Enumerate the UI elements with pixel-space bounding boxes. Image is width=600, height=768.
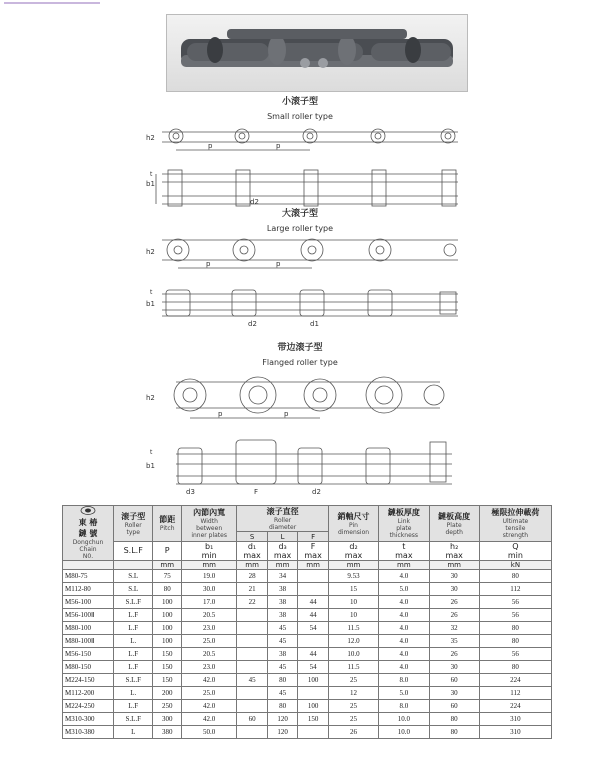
large-d2-label: d2 (248, 320, 257, 328)
cell-d1 (237, 622, 268, 635)
header-inner-width (182, 506, 237, 542)
cell-p: 150 (153, 648, 182, 661)
cell-t: 8.0 (379, 700, 429, 713)
cell-t: 4.0 (379, 635, 429, 648)
cell-q: 112 (479, 583, 551, 596)
cell-no: M310-300 (63, 713, 114, 726)
cell-h2: 30 (429, 583, 479, 596)
cell-d1: 60 (237, 713, 268, 726)
header-pitch (153, 506, 182, 542)
plate-depth-zh: 鏈板高度 (438, 510, 471, 521)
cell-q: 310 (479, 713, 551, 726)
flanged-d3-label: d3 (186, 488, 195, 496)
chain-photo-art (167, 15, 467, 91)
header-f: F (298, 532, 329, 541)
cell-f (298, 687, 329, 700)
small-roller-drawing (0, 120, 600, 210)
top-edge-mark (4, 2, 100, 4)
flanged-pitch-label-2: p (284, 410, 289, 418)
cell-p: 80 (153, 583, 182, 596)
cell-q: 56 (479, 648, 551, 661)
cell-b1: 19.0 (182, 570, 237, 583)
flanged-f-label: F (254, 488, 259, 496)
header-h2-sym (429, 541, 479, 560)
flanged-roller-title-en: Flanged roller type (262, 358, 338, 367)
q-sym: Q (512, 541, 519, 551)
small-roller-title-en: Small roller type (267, 112, 333, 121)
cell-d3: 80 (267, 700, 298, 713)
small-t-label: t (150, 171, 153, 178)
cell-h2: 32 (429, 622, 479, 635)
cell-h2: 30 (429, 687, 479, 700)
unit-empty-2 (114, 561, 153, 570)
cell-q: 56 (479, 596, 551, 609)
cell-type: S.L.F (114, 596, 153, 609)
cell-t: 5.0 (379, 687, 429, 700)
cell-h2: 26 (429, 609, 479, 622)
inner-width-en: Width between inner plates (191, 518, 227, 540)
large-roller-drawing (0, 232, 600, 332)
cell-q: 224 (479, 674, 551, 687)
cell-p: 100 (153, 609, 182, 622)
unit-empty-1 (63, 561, 114, 570)
cell-no: M56-150 (63, 648, 114, 661)
cell-d2: 10.0 (328, 648, 378, 661)
cell-b1: 30.0 (182, 583, 237, 596)
cell-h2: 80 (429, 726, 479, 739)
roller-dia-zh: 滚子直徑 (266, 506, 299, 517)
table-row (63, 687, 552, 700)
dongchun-logo-icon (80, 506, 96, 515)
cell-type: S.L.F (114, 713, 153, 726)
cell-q: 80 (479, 635, 551, 648)
cell-f (298, 635, 329, 648)
cell-t: 5.0 (379, 583, 429, 596)
cell-f: 44 (298, 609, 329, 622)
cell-d1: 45 (237, 674, 268, 687)
table-row (63, 570, 552, 583)
cell-d1 (237, 648, 268, 661)
small-b1-label: b1 (146, 180, 155, 188)
cell-t: 4.0 (379, 661, 429, 674)
cell-d2: 15 (328, 583, 378, 596)
cell-d3: 45 (267, 687, 298, 700)
table-row (63, 583, 552, 596)
cell-type: L (114, 726, 153, 739)
cell-f: 100 (298, 700, 329, 713)
small-pitch-label-1: p (208, 142, 213, 150)
cell-t: 4.0 (379, 622, 429, 635)
cell-h2: 26 (429, 596, 479, 609)
chain-photo (166, 14, 468, 92)
plate-thk-zh: 鏈板厚度 (387, 507, 420, 518)
header-slf: S.L.F (114, 541, 153, 560)
cell-b1: 50.0 (182, 726, 237, 739)
cell-q: 112 (479, 687, 551, 700)
cell-h2: 60 (429, 674, 479, 687)
cell-type: L. (114, 635, 153, 648)
cell-type: S.L.F (114, 674, 153, 687)
cell-d1 (237, 661, 268, 674)
unit-row (63, 561, 552, 570)
large-pitch-label-1: p (206, 260, 211, 268)
header-d1-sym (237, 541, 268, 560)
cell-d3: 38 (267, 648, 298, 661)
t-lim: max (395, 550, 413, 560)
unit-b1: mm (182, 561, 237, 570)
cell-d1 (237, 635, 268, 648)
cell-q: 56 (479, 609, 551, 622)
cell-type: L. (114, 687, 153, 700)
h2-sym: h₂ (450, 541, 459, 551)
cell-d3: 120 (267, 726, 298, 739)
cell-no: M80-100Ⅱ (63, 635, 114, 648)
header-pin-dim (328, 506, 378, 542)
roller-dia-en: Roller diameter (268, 517, 297, 532)
cell-p: 150 (153, 661, 182, 674)
cell-type: L.F (114, 700, 153, 713)
table-row (63, 635, 552, 648)
cell-t: 4.0 (379, 648, 429, 661)
cell-no: M80-150 (63, 661, 114, 674)
cell-d2: 26 (328, 726, 378, 739)
flanged-b1-label: b1 (146, 462, 155, 470)
d1-sym: d₁ (247, 541, 257, 551)
cell-f: 44 (298, 596, 329, 609)
cell-q: 80 (479, 622, 551, 635)
cell-f: 54 (298, 661, 329, 674)
cell-f (298, 583, 329, 596)
header-q-sym (479, 541, 551, 560)
cell-d2: 10 (328, 609, 378, 622)
spec-table (62, 505, 552, 739)
cell-type: L.F (114, 648, 153, 661)
cell-d3: 34 (267, 570, 298, 583)
pitch-en: Pitch (159, 525, 175, 533)
cell-d3: 45 (267, 622, 298, 635)
header-plate-depth (429, 506, 479, 542)
unit-p: mm (153, 561, 182, 570)
cell-q: 80 (479, 570, 551, 583)
unit-F: mm (298, 561, 329, 570)
table-row (63, 622, 552, 635)
unit-h2: mm (429, 561, 479, 570)
cell-d3: 120 (267, 713, 298, 726)
header-plate-thickness (379, 506, 429, 542)
table-row (63, 713, 552, 726)
cell-q: 224 (479, 700, 551, 713)
cell-f (298, 570, 329, 583)
cell-p: 150 (153, 674, 182, 687)
cell-h2: 35 (429, 635, 479, 648)
flanged-h2-label: h2 (146, 394, 155, 402)
large-h2-label: h2 (146, 248, 155, 256)
cell-p: 250 (153, 700, 182, 713)
cell-no: M224-150 (63, 674, 114, 687)
table-row (63, 674, 552, 687)
cell-d2: 11.5 (328, 661, 378, 674)
tensile-en: Ultimate tensile strength (502, 518, 529, 540)
F-sym: F (310, 541, 316, 551)
cell-d1 (237, 700, 268, 713)
cell-d2: 12 (328, 687, 378, 700)
flanged-pitch-label-1: p (218, 410, 223, 418)
large-pitch-label-2: p (276, 260, 281, 268)
flanged-roller-title-zh: 带边滚子型 (277, 343, 323, 353)
cell-p: 200 (153, 687, 182, 700)
header-l: L (267, 532, 298, 541)
q-lim: min (507, 550, 523, 560)
header-chain-no (63, 506, 114, 561)
cell-no: M224-250 (63, 700, 114, 713)
h2-lim: max (445, 550, 463, 560)
cell-t: 8.0 (379, 674, 429, 687)
roller-type-en: Roller type (124, 521, 142, 536)
unit-t: mm (379, 561, 429, 570)
cell-d2: 11.5 (328, 622, 378, 635)
cell-p: 100 (153, 622, 182, 635)
cell-b1: 42.0 (182, 713, 237, 726)
cell-no: M80-75 (63, 570, 114, 583)
small-h2-label: h2 (146, 134, 155, 142)
small-roller-title-zh: 小滚子型 (281, 97, 318, 107)
cell-p: 75 (153, 570, 182, 583)
large-b1-label: b1 (146, 300, 155, 308)
d2-lim: max (344, 550, 363, 560)
header-p-sym: P (153, 541, 182, 560)
cell-d2: 9.53 (328, 570, 378, 583)
cell-d3: 80 (267, 674, 298, 687)
unit-q: kN (479, 561, 551, 570)
header-s: S (237, 532, 268, 541)
cell-h2: 30 (429, 570, 479, 583)
t-sym: t (402, 541, 406, 551)
cell-d1: 22 (237, 596, 268, 609)
unit-d3: mm (267, 561, 298, 570)
plate-depth-en: Plate depth (445, 521, 463, 536)
table-row (63, 726, 552, 739)
header-t-sym (379, 541, 429, 560)
chain-no-zh: 東 椿 鏈 號 (78, 517, 98, 538)
cell-b1: 25.0 (182, 635, 237, 648)
pin-dim-zh: 銷軸尺寸 (337, 510, 370, 521)
large-t-label: t (150, 289, 153, 296)
cell-d3: 38 (267, 596, 298, 609)
header-row-1 (63, 506, 552, 532)
cell-f: 54 (298, 622, 329, 635)
cell-f (298, 726, 329, 739)
large-roller-title-zh: 大滚子型 (281, 209, 318, 219)
cell-f: 44 (298, 648, 329, 661)
header-tensile (479, 506, 551, 542)
table-row (63, 596, 552, 609)
table-row (63, 648, 552, 661)
cell-type: L.F (114, 661, 153, 674)
chain-no-en: Dongchun Chain N0. (72, 539, 104, 560)
cell-no: M310-380 (63, 726, 114, 739)
cell-b1: 23.0 (182, 661, 237, 674)
cell-p: 100 (153, 596, 182, 609)
cell-p: 300 (153, 713, 182, 726)
small-d2-label: d2 (250, 198, 259, 206)
b1-lim: min (201, 550, 217, 560)
header-b1-sym (182, 541, 237, 560)
cell-type: S.L (114, 570, 153, 583)
cell-b1: 42.0 (182, 674, 237, 687)
cell-d1: 21 (237, 583, 268, 596)
inner-width-zh: 內節內寬 (193, 507, 226, 518)
cell-type: L.F (114, 609, 153, 622)
cell-b1: 25.0 (182, 687, 237, 700)
d1-lim: max (243, 550, 261, 560)
unit-d2: mm (328, 561, 378, 570)
b1-sym: b₁ (205, 541, 214, 551)
cell-b1: 23.0 (182, 622, 237, 635)
d3-lim: max (273, 550, 292, 560)
table-row (63, 609, 552, 622)
cell-b1: 17.0 (182, 596, 237, 609)
header-roller-type (114, 506, 153, 542)
cell-t: 4.0 (379, 609, 429, 622)
cell-d3: 45 (267, 635, 298, 648)
flanged-t-label: t (150, 449, 153, 456)
cell-d1 (237, 726, 268, 739)
cell-d1 (237, 609, 268, 622)
cell-b1: 42.0 (182, 700, 237, 713)
unit-d1: mm (237, 561, 268, 570)
large-d1-label: d1 (310, 320, 319, 328)
cell-h2: 80 (429, 713, 479, 726)
cell-b1: 20.5 (182, 609, 237, 622)
cell-d2: 10 (328, 596, 378, 609)
cell-t: 10.0 (379, 713, 429, 726)
header-d2-sym (328, 541, 378, 560)
cell-q: 310 (479, 726, 551, 739)
roller-type-zh: 滚子型 (121, 510, 146, 521)
cell-h2: 26 (429, 648, 479, 661)
cell-f: 100 (298, 674, 329, 687)
header-row-3 (63, 541, 552, 560)
cell-h2: 30 (429, 661, 479, 674)
cell-f: 150 (298, 713, 329, 726)
cell-d3: 38 (267, 609, 298, 622)
cell-no: M56-100 (63, 596, 114, 609)
cell-t: 10.0 (379, 726, 429, 739)
cell-type: S.L (114, 583, 153, 596)
cell-d2: 25 (328, 700, 378, 713)
flanged-roller-drawing (0, 368, 600, 502)
tensile-zh: 極限拉伸載荷 (491, 507, 540, 518)
cell-no: M80-100 (63, 622, 114, 635)
pitch-zh: 節距 (159, 514, 176, 525)
cell-d2: 25 (328, 674, 378, 687)
table-row (63, 700, 552, 713)
cell-d3: 45 (267, 661, 298, 674)
cell-t: 4.0 (379, 570, 429, 583)
cell-t: 4.0 (379, 596, 429, 609)
cell-type: L.F (114, 622, 153, 635)
small-pitch-label-2: p (276, 142, 281, 150)
cell-d2: 12.0 (328, 635, 378, 648)
cell-b1: 20.5 (182, 648, 237, 661)
cell-no: M56-100Ⅱ (63, 609, 114, 622)
cell-d3: 38 (267, 583, 298, 596)
F-lim: max (304, 550, 322, 560)
header-F-sym (298, 541, 329, 560)
cell-h2: 60 (429, 700, 479, 713)
cell-d1 (237, 687, 268, 700)
large-roller-title-en: Large roller type (266, 224, 334, 233)
cell-d2: 25 (328, 713, 378, 726)
cell-d1: 28 (237, 570, 268, 583)
header-roller-dia (237, 506, 329, 532)
d2-sym: d₂ (349, 541, 358, 551)
cell-no: M112-80 (63, 583, 114, 596)
header-d3-sym (267, 541, 298, 560)
cell-p: 380 (153, 726, 182, 739)
cell-q: 80 (479, 661, 551, 674)
flanged-d2-label: d2 (312, 488, 321, 496)
cell-no: M112-200 (63, 687, 114, 700)
d3-sym: d₃ (278, 541, 287, 551)
plate-thk-en: Link plate thickness (389, 518, 419, 540)
pin-dim-en: Pin dimension (337, 521, 370, 536)
spec-table-body (63, 570, 552, 739)
table-row (63, 661, 552, 674)
cell-p: 100 (153, 635, 182, 648)
